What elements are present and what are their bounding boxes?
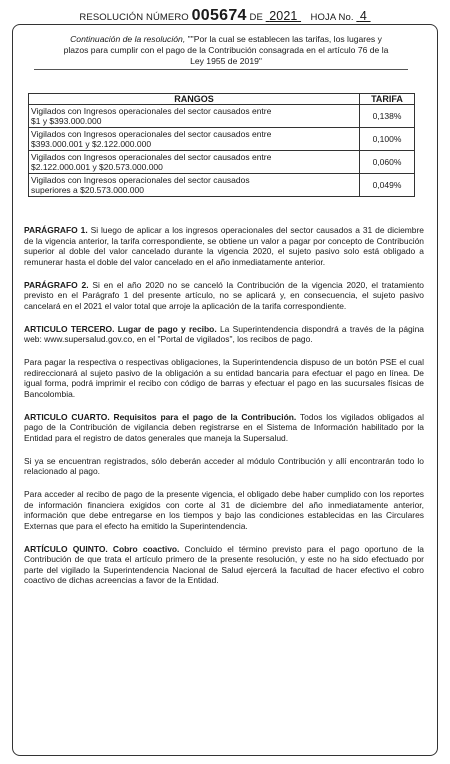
rango-cell: Vigilados con Ingresos operacionales del sector causados entre $1 y $393.000.000 (29, 105, 360, 128)
continuation-title-line2: plazos para cumplir con el pago de la Contribución consagrada en el artículo 76 de la (63, 45, 389, 55)
resolution-header (0, 7, 450, 25)
de-label: DE (249, 12, 263, 23)
hoja-label: HOJA No. (310, 12, 354, 23)
column-header-tarifa: TARIFA (360, 94, 415, 105)
articulo-cuarto: ARTICULO CUARTO. Requisitos para el pago de la Contribución. Todos los vigilados obligados al pago de la Contribución de vigilancia deben registrarse en el Sistema de Información habilitado por la Entidad para el registro de datos generales que maneja la Supersalud. (24, 411, 424, 443)
hoja-number: 4 (359, 9, 367, 23)
articulo-cuarto-paragraph-2: Si ya se encuentran registrados, sólo deberán acceder al módulo Contribución y allí encontrarán todo lo relacionado al pago. (24, 455, 424, 476)
tarifa-cell: 0,060% (360, 151, 415, 174)
rango-cell: Vigilados con Ingresos operacionales del sector causados superiores a $20.573.000.000 (29, 174, 360, 197)
tarifa-cell: 0,138% (360, 105, 415, 128)
table-row (29, 174, 415, 197)
continuation-label: Continuación de la resolución, (70, 34, 186, 44)
document-body (24, 225, 424, 598)
articulo-tercero-paragraph-2: Para pagar la respectiva o respectivas obligaciones, la Superintendencia dispuso de un botón PSE el cual redireccionará al sujeto pasivo de la obligación a su entidad bancaria para efectuar el pago en línea. De igual forma, podrá imprimir el recibo con código de barras y efectuar el pago en las sucursales físicas de Bancolombia. (24, 357, 424, 399)
articulo-tercero: ARTICULO TERCERO. Lugar de pago y recibo. La Superintendencia dispondrá a través de la página web: www.supersalud.gov.co, en el "Portal de vigilados", los recibos de pago. (24, 323, 424, 344)
resolucion-label: RESOLUCIÓN NÚMERO (79, 12, 189, 23)
paragrafo-1: PARÁGRAFO 1. Si luego de aplicar a los ingresos operacionales del sector causados a 31 de diciembre de la vigencia anterior, la tarifa correspondiente, se obtiene un valor a pagar por concepto de Contribución superior al doble del valor cancelado durante la vigencia 2020, el sujeto pasivo solo está obligado a remunerar hasta el doble del valor cancelado en el año inmediatamente anterior. (24, 225, 424, 267)
rango-cell: Vigilados con Ingresos operacionales del sector causados entre $393.000.001 y $2.122.000.000 (29, 128, 360, 151)
rango-cell: Vigilados con Ingresos operacionales del sector causados entre $2.122.000.001 y $20.573.000.000 (29, 151, 360, 174)
column-header-rangos: RANGOS (29, 94, 360, 105)
table-row (29, 105, 415, 128)
tarifa-cell: 0,049% (360, 174, 415, 197)
resolution-year: 2021 (269, 9, 298, 23)
articulo-cuarto-paragraph-3: Para acceder al recibo de pago de la presente vigencia, el obligado debe haber cumplido con los reportes de información financiera exigidos con corte al 31 de diciembre del año inmediatamente anterior, información que debe entregarse en los tiempos y bajo las condiciones establecidas en las Circulares Externas que para el efecto ha emitido la Superintendencia. (24, 489, 424, 531)
title-divider (34, 69, 408, 70)
table-header-row (29, 94, 415, 105)
tarifa-cell: 0,100% (360, 128, 415, 151)
articulo-quinto: ARTÍCULO QUINTO. Cobro coactivo. Concluido el término previsto para el pago oportuno de la Contribución de que trata el artículo primero de la presente resolución, y este no ha sido efectuado por parte del vigilado la Superintendencia Nacional de Salud ejercerá la facultad de hacer efectivo el cobro coactivo de dichas acreencias a favor de la Entidad. (24, 543, 424, 585)
paragrafo-2: PARÁGRAFO 2. Si en el año 2020 no se canceló la Contribución de la vigencia 2020, el tratamiento previsto en el Parágrafo 1 del presente artículo, no se aplicará y, en consecuencia, el sujeto pasivo cancelará en el 2021 el valor total que arroje la aplicación de la tarifa correspondiente. (24, 279, 424, 311)
continuation-title-line1: ""Por la cual se establecen las tarifas, los lugares y (185, 34, 382, 44)
tarifas-table (28, 93, 415, 197)
table-row (29, 128, 415, 151)
table-row (29, 151, 415, 174)
continuation-title (30, 34, 422, 67)
resolucion-number: 005674 (191, 7, 247, 24)
continuation-title-line3: Ley 1955 de 2019" (190, 56, 262, 66)
